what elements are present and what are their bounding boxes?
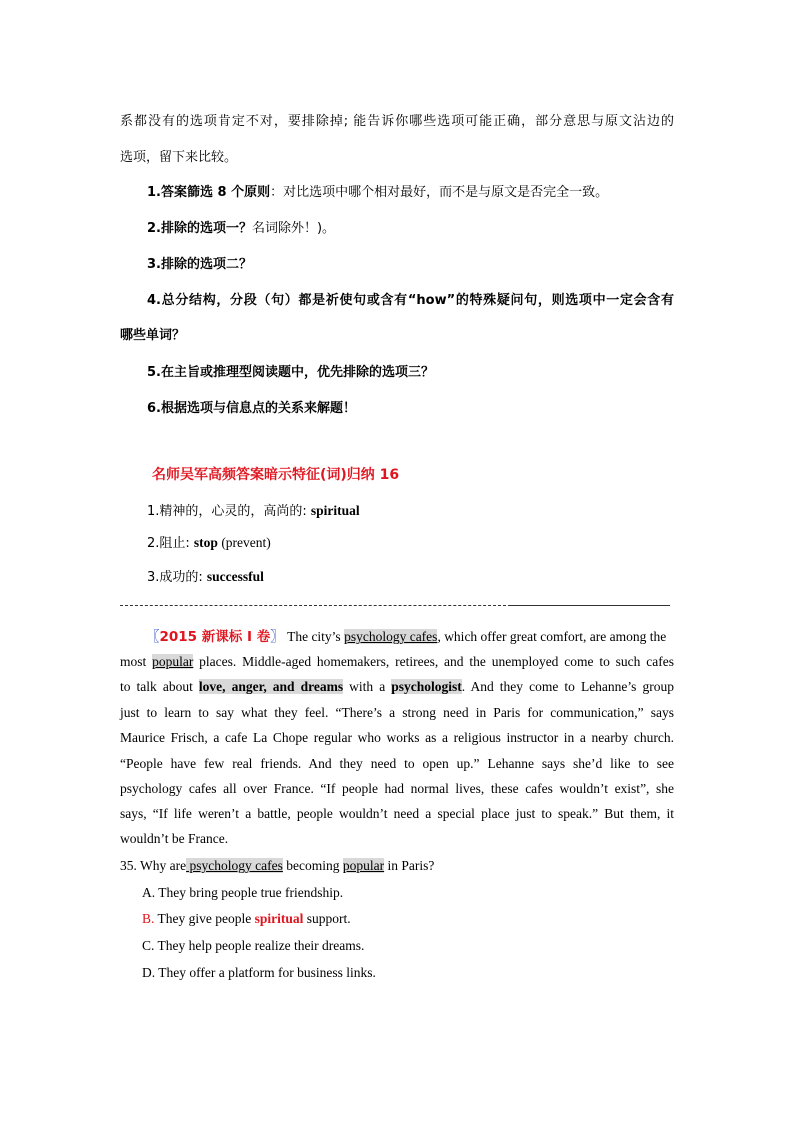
option-a: A. They bring people true friendship. (142, 885, 344, 900)
principle-1 (147, 184, 701, 202)
question-stem (120, 857, 674, 875)
source-label: 2015 新课标 I 卷 (159, 629, 271, 645)
vocab-item-1-word: spiritual (310, 503, 360, 518)
option-b (142, 910, 696, 928)
vocab-item-2-word: stop (193, 535, 218, 550)
separator-dashed (120, 605, 506, 606)
passage-text: with a (343, 679, 392, 694)
highlight-q-psychology-cafes: psychology cafes (186, 858, 283, 873)
passage-line-8: says, “If life weren’t a battle, people wouldn’t need a special place just to speak.” But them, it (120, 806, 674, 821)
highlight-psychology-cafes: psychology cafes (344, 629, 438, 644)
vocab-item-1-meaning: 1.精神的，心灵的，高尚的: (147, 504, 311, 519)
principle-1-text: ：对比选项中哪个相对最好，而不是与原文是否完全一致。 (270, 185, 609, 200)
option-d: D. They offer a platform for business links. (142, 965, 376, 980)
principle-4-line-1: 4.总分结构，分段（句）都是祈使句或含有“how”的特殊疑问句，则选项中一定会含有 (147, 293, 674, 308)
principle-6: 6.根据选项与信息点的关系来解题！ (147, 401, 356, 416)
question-text: 35. Why are (120, 858, 187, 873)
passage-line-6: “People have few real friends. And they need to open up.” Lehanne says she’d like to see (120, 756, 674, 771)
passage-line-9: wouldn’t be France. (120, 831, 229, 846)
vocab-item-2-extra: (prevent) (217, 535, 271, 550)
separator-solid (508, 605, 670, 606)
option-c: C. They help people realize their dreams. (142, 938, 365, 953)
passage-text: . And they come to Lehanne’s group (461, 679, 674, 694)
passage-text: most (120, 654, 153, 669)
passage-line-7: psychology cafes all over France. “If people had normal lives, these cafes wouldn’t exist”, she (120, 781, 674, 796)
question-text: in Paris? (384, 858, 435, 873)
principle-4-line-2: 哪些单词？ (120, 328, 186, 343)
highlight-q-popular: popular (342, 858, 385, 873)
passage-line-4: just to learn to say what they feel. “There’s a strong need in Paris for communication,” says (120, 705, 674, 720)
principle-2-text: 名词除外！)。 (251, 221, 336, 236)
source-bracket-open: 〖 (146, 629, 160, 644)
highlight-popular: popular (152, 654, 194, 669)
vocab-item-3-meaning: 3.成功的: (147, 570, 207, 585)
vocab-heading: 名师吴军高频答案暗示特征(词)归纳 16 (152, 467, 400, 483)
principle-5: 5.在主旨或推理型阅读题中，优先排除的选项三？ (147, 365, 434, 380)
highlight-love-anger-dreams: love, anger, and dreams (198, 679, 344, 694)
passage-line-2 (120, 653, 674, 671)
option-b-letter: B. (142, 911, 155, 926)
vocab-item-2-meaning: 2.阻止: (147, 536, 194, 551)
principle-3: 3.排除的选项二？ (147, 257, 252, 272)
passage-text: The city’s (283, 629, 345, 644)
principle-2-title: 2.排除的选项一？ (147, 221, 252, 236)
option-b-keyword: spiritual (254, 911, 304, 926)
passage-text: , which offer great comfort, are among the (437, 629, 667, 644)
intro-line-1: 系都没有的选项肯定不对，要排除掉; 能告诉你哪些选项可能正确，部分意思与原文沾边的 (120, 114, 674, 129)
passage-line-5: Maurice Frisch, a cafe La Chope regular who works as a religious instructor in a nearby church. (120, 730, 674, 745)
principle-1-title: 1.答案篩选 8 个原则 (147, 185, 271, 200)
intro-line-2: 选项，留下来比较。 (120, 150, 238, 165)
option-b-text: They give people (154, 911, 255, 926)
passage-text: to talk about (120, 679, 199, 694)
principle-2 (147, 220, 701, 238)
vocab-item-3 (147, 568, 701, 587)
highlight-psychologist: psychologist (391, 679, 462, 694)
vocab-item-3-word: successful (206, 569, 264, 584)
question-text: becoming (282, 858, 343, 873)
passage-line-1 (146, 628, 674, 646)
passage-text: places. Middle-aged homemakers, retirees, and the unemployed come to such cafes (193, 654, 674, 669)
vocab-item-1 (147, 502, 701, 521)
passage-line-3 (120, 678, 674, 696)
vocab-item-2 (147, 534, 701, 553)
source-bracket-close: 〗 (270, 629, 284, 644)
option-b-text: support. (303, 911, 351, 926)
